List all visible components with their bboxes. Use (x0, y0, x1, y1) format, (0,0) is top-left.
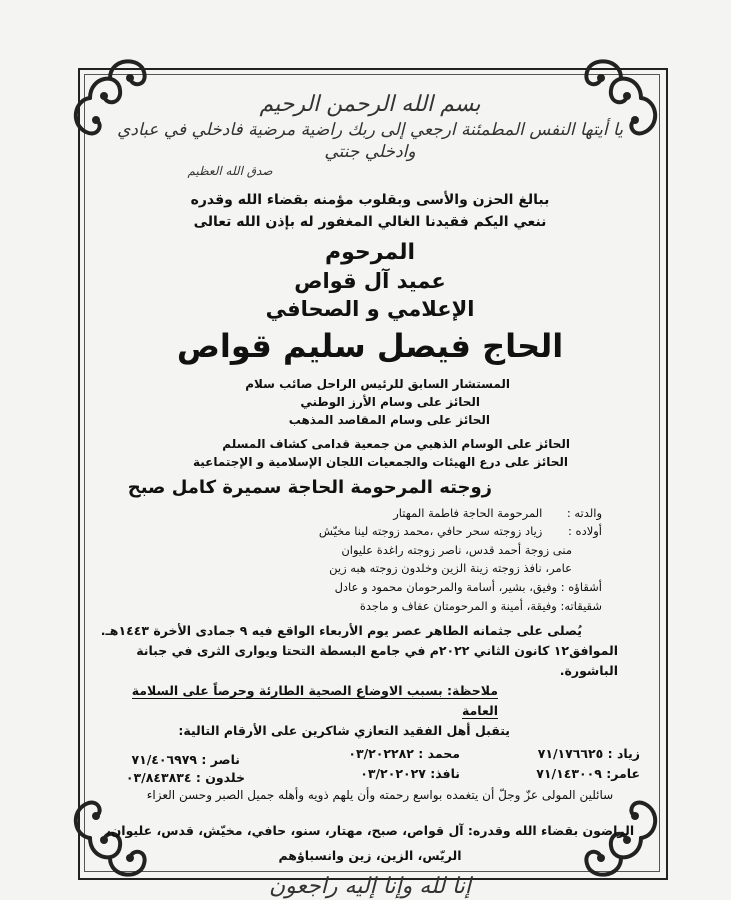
honor-item: المستشار السابق للرئيس الراحل صائب سلام (245, 376, 510, 391)
family-value: عامر، نافذ زوجته زينة الزين وخلدون زوجته هبه زين (329, 561, 572, 576)
honor-item: الحائز على درع الهيئات والجمعيات اللجان الإسلامية و الإجتماعية (192, 454, 568, 469)
closing-prayer: سائلين المولى عزّ وجلّ أن يتغمده بواسع رحمته وأن يلهم ذويه وأهله جميل الصبر وحسن العزاء (146, 788, 614, 803)
deceased-name: الحاج فيصل سليم قواص (176, 326, 564, 365)
phone-entry: خلدون : ٠٣/٨٤٣٨٣٤ (125, 770, 245, 786)
sadaqa-line: صدق الله العظيم (187, 164, 273, 179)
family-list (100, 504, 640, 616)
spouse-line: زوجته المرحومة الحاجة سميرة كامل صبح (127, 476, 492, 498)
obituary-content (100, 82, 640, 900)
family-children (100, 522, 602, 541)
prayer-note (100, 681, 618, 721)
funeral-prayer-info (100, 621, 640, 721)
phone-entry: نافذ: ٠٣/٢٠٢٠٢٧ (360, 766, 460, 782)
family-label: والدته : (566, 505, 602, 520)
family-value: منى زوجة أحمد قدس، ناصر زوجته راغدة عليوان (341, 542, 572, 557)
phone-list (100, 742, 640, 788)
basmala: بسم الله الرحمن الرحيم (259, 92, 481, 117)
prayer-line: الموافق١٢ كانون الثاني ٢٠٢٢م في جامع البسطة التحتا ويوارى الثرى في جبانة الباشورة. (136, 643, 618, 679)
family-sisters: شقيقاته: وفيقة، أمينة و المرحومتان عفاف و ماجدة (359, 598, 602, 613)
mourners-list (100, 818, 640, 868)
intro-line: ببالغ الحزن والأسى وبقلوب مؤمنه بقضاء الله وقدره (190, 192, 550, 209)
prayer-note-text: ملاحظة: بسبب الاوضاع الصحية الطارئة وحرصاً على السلامة العامة (131, 683, 498, 719)
phone-entry: عامر: ٧١/١٤٣٠٠٩ (536, 766, 640, 782)
family-mother (100, 504, 602, 523)
condolence-header: يتقبل أهل الفقيد التعازي شاكرين على الأرقام التالية: (178, 723, 510, 739)
honor-item: الحائز على وسام المقاصد المذهب (288, 412, 490, 427)
quran-verse: يا أيتها النفس المطمئنة ارجعي إلى ربك راضية مرضية فادخلي في عبادي وادخلي جنتي (117, 120, 623, 163)
deceased-title: المرحوم (324, 239, 415, 265)
family-label: أولاده : (568, 524, 602, 539)
honors-list (100, 375, 640, 471)
prayer-line: يُصلى على جثمانه الطاهر عصر يوم الأربعاء الواقع فيه ٩ جمادى الأخرة ١٤٤٣هـ. (100, 623, 582, 639)
mourners-line: الريّس، الزين، زين وانسباؤهم (278, 848, 462, 864)
intro-line: ننعي اليكم فقيدنا الغالي المغفور له بإذن الله تعالى (193, 213, 547, 230)
phone-entry: زياد : ٧١/١٧٦٦٢٥ (537, 746, 640, 762)
family-brothers: أشقاؤه : وفيق، بشير، أسامة والمرحومان محمود و عادل (334, 580, 602, 595)
phone-entry: ناصر : ٧١/٤٠٦٩٧٩ (131, 752, 240, 768)
deceased-profession: الإعلامي و الصحافي (265, 296, 475, 321)
mourners-line: الراضون بقضاء الله وقدره: آل قواص، صبح، مهتار، سنو، حافي، مخيّش، قدس، عليوان، (105, 823, 635, 839)
family-value: المرحومة الحاجة فاطمة المهتار (393, 505, 543, 520)
honor-item: الحائز على وسام الأرز الوطني (300, 394, 480, 409)
phone-entry: محمد : ٠٣/٢٠٢٢٨٢ (348, 746, 460, 762)
honor-item: الحائز على الوسام الذهبي من جمعية قدامى كشاف المسلم (222, 436, 570, 451)
closing-verse: إنا لله وإنا إليه راجعون (269, 874, 471, 900)
deceased-role: عميد آل قواص (294, 268, 446, 293)
intro-text (100, 190, 640, 233)
family-value: زياد زوجته سحر حافي ،محمد زوجته لينا مخيّش (318, 524, 543, 539)
